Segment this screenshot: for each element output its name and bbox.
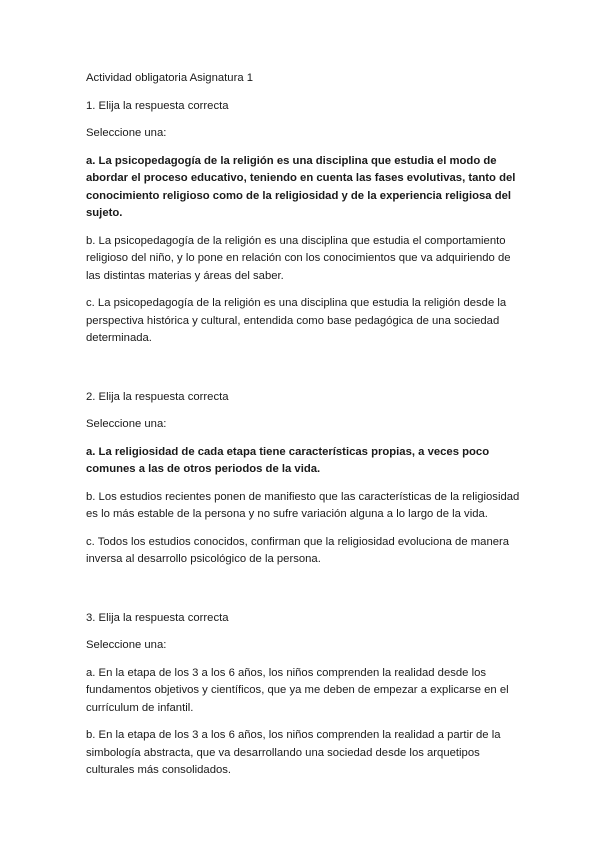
question-1 <box>86 98 522 348</box>
question-prompt: Seleccione una: <box>86 639 167 651</box>
question-title: 3. Elija la respuesta correcta <box>86 611 229 624</box>
answer-option-b: b. La psicopedagogía de la religión es una disciplina que estudia el comportamiento religioso del niño, y lo pone en relación con los conocimientos que va adquiriendo de las distintas materias y áreas del saber. <box>86 234 511 282</box>
answer-option-b: b. Los estudios recientes ponen de manifiesto que las características de la religiosidad es lo más estable de la persona y no sufre variación alguna a lo largo de la vida. <box>86 490 520 520</box>
question-title: 2. Elija la respuesta correcta <box>86 390 229 403</box>
document-page <box>86 70 522 790</box>
question-3 <box>86 610 522 780</box>
answer-option-c: c. Todos los estudios conocidos, confirman que la religiosidad evoluciona de manera inversa al desarrollo psicológico de la persona. <box>86 535 510 565</box>
question-prompt: Seleccione una: <box>86 127 167 139</box>
answer-option-c: c. La psicopedagogía de la religión es una disciplina que estudia la religión desde la perspectiva histórica y cultural, entendida como base pedagógica de una sociedad determinada. <box>86 297 507 344</box>
answer-option-a: a. La religiosidad de cada etapa tiene características propias, a veces poco comunes a las de otros periodos de la vida. <box>86 445 490 475</box>
question-2 <box>86 389 522 569</box>
answer-option-a: a. En la etapa de los 3 a los 6 años, los niños comprenden la realidad desde los fundamentos objetivos y científicos, que ya me deben de empezar a explicarse en el currículum de infantil. <box>86 666 509 714</box>
question-prompt: Seleccione una: <box>86 418 167 430</box>
question-title: 1. Elija la respuesta correcta <box>86 99 229 112</box>
answer-option-b: b. En la etapa de los 3 a los 6 años, los niños comprenden la realidad a partir de la simbología abstracta, que va desarrollando una sociedad desde los arquetipos culturales más consolidados. <box>86 729 501 776</box>
document-title: Actividad obligatoria Asignatura 1 <box>86 72 254 84</box>
answer-option-a: a. La psicopedagogía de la religión es una disciplina que estudia el modo de abordar el proceso educativo, teniendo en cuenta las fases evolutivas, tanto del conocimiento religioso como de la religiosidad y de la experiencia religiosa del sujeto. <box>86 154 516 219</box>
